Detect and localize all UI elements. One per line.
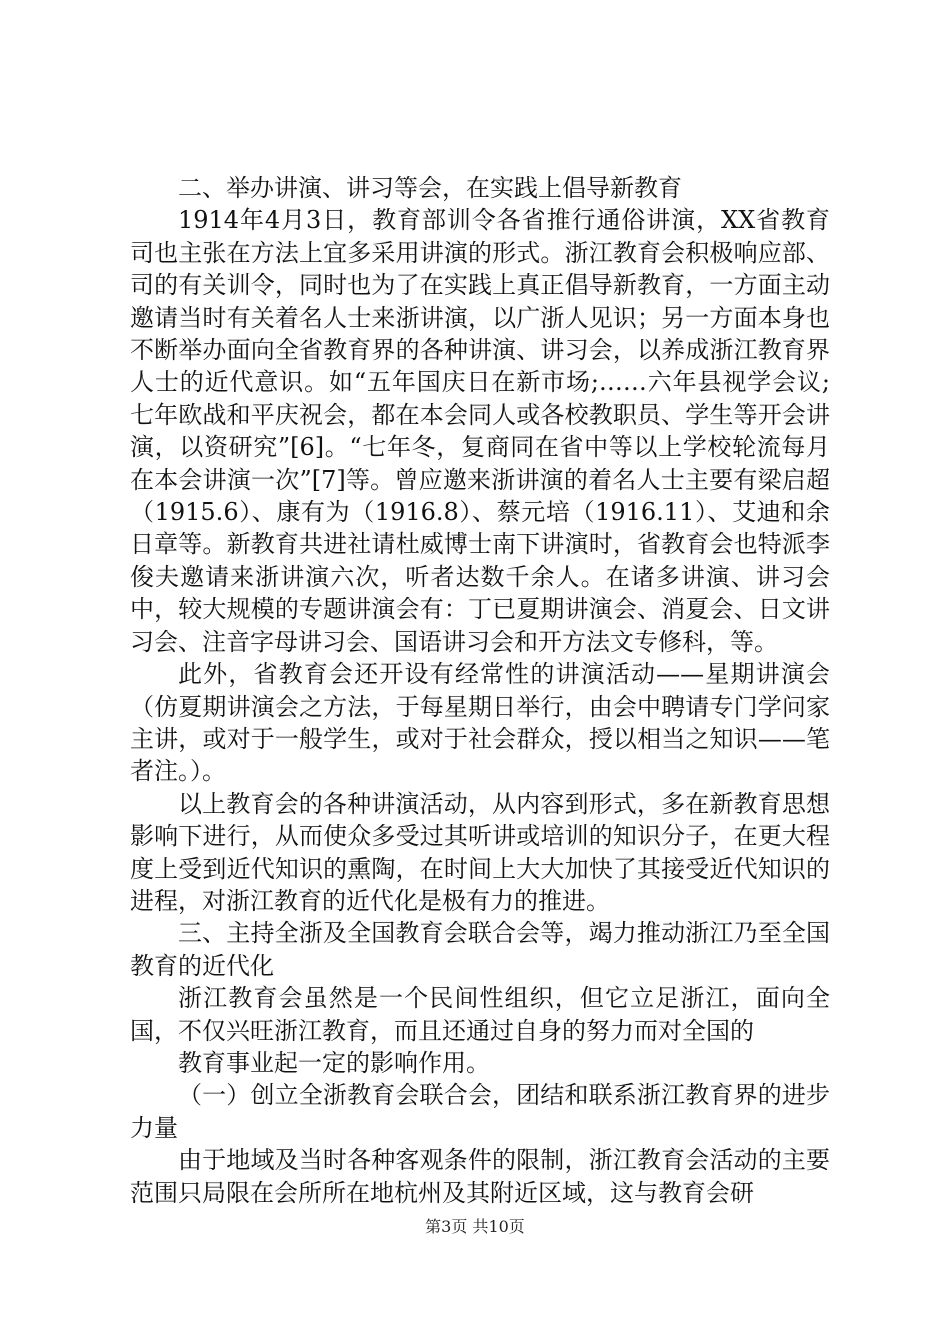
subsection-heading-1: （一）创立全浙教育会联合会，团结和联系浙江教育界的进步力量 bbox=[130, 1081, 830, 1142]
page-footer: 第3页 共10页 bbox=[425, 1217, 525, 1236]
document-body bbox=[130, 172, 830, 1209]
paragraph-continuation: 教育事业起一定的影响作用。 bbox=[178, 1048, 490, 1077]
paragraph-regional-limits: 由于地域及当时各种客观条件的限制，浙江教育会活动的主要范围只局限在会所所在地杭州及其附近区域，这与教育会研 bbox=[130, 1146, 830, 1207]
paragraph-national-influence: 浙江教育会虽然是一个民间性组织，但它立足浙江，面向全国，不仅兴旺浙江教育，而且还通过自身的努力而对全国的 bbox=[130, 984, 830, 1045]
paragraph-weekly-lectures: 此外，省教育会还开设有经常性的讲演活动——星期讲演会（仿夏期讲演会之方法，于每星期日举行，由会中聘请专门学问家主讲，或对于一般学生，或对于社会群众，授以相当之知识——笔者注。）。 bbox=[130, 660, 830, 786]
paragraph-lectures: 1914年4月3日，教育部训令各省推行通俗讲演，XX省教育司也主张在方法上宜多采用讲演的形式。浙江教育会积极响应部、司的有关训令，同时也为了在实践上真正倡导新教育，一方面主动邀请当时有关着名人士来浙讲演，以广浙人见识；另一方面本身也不断举办面向全省教育界的各种讲演、讲习会，以养成浙江教育界人士的近代意识。如“五年国庆日在新市场;……六年县视学会议;七年欧战和平庆祝会，都在本会同人或各校教职员、学生等开会讲演，以资研究”[6]。“七年冬，复商同在省中等以上学校轮流每月在本会讲演一次”[7]等。曾应邀来浙讲演的着名人士主要有梁启超（1915.6）、康有为（1916.8）、蔡元培（1916.11）、艾迪和余日章等。新教育共进社请杜威博士南下讲演时，省教育会也特派李俊夫邀请来浙讲演六次，听者达数千余人。在诸多讲演、讲习会中，较大规模的专题讲演会有：丁已夏期讲演会、消夏会、日文讲习会、注音字母讲习会、国语讲习会和开方法文专修科，等。 bbox=[130, 206, 830, 656]
section-heading-2: 二、举办讲演、讲习等会，在实践上倡导新教育 bbox=[178, 174, 682, 202]
section-heading-3: 三、主持全浙及全国教育会联合会等，竭力推动浙江乃至全国教育的近代化 bbox=[130, 919, 830, 980]
paragraph-summary: 以上教育会的各种讲演活动，从内容到形式，多在新教育思想影响下进行，从而使众多受过其听讲或培训的知识分子，在更大程度上受到近代知识的熏陶，在时间上大大加快了其接受近代知识的进程，对浙江教育的近代化是极有力的推进。 bbox=[130, 789, 830, 915]
